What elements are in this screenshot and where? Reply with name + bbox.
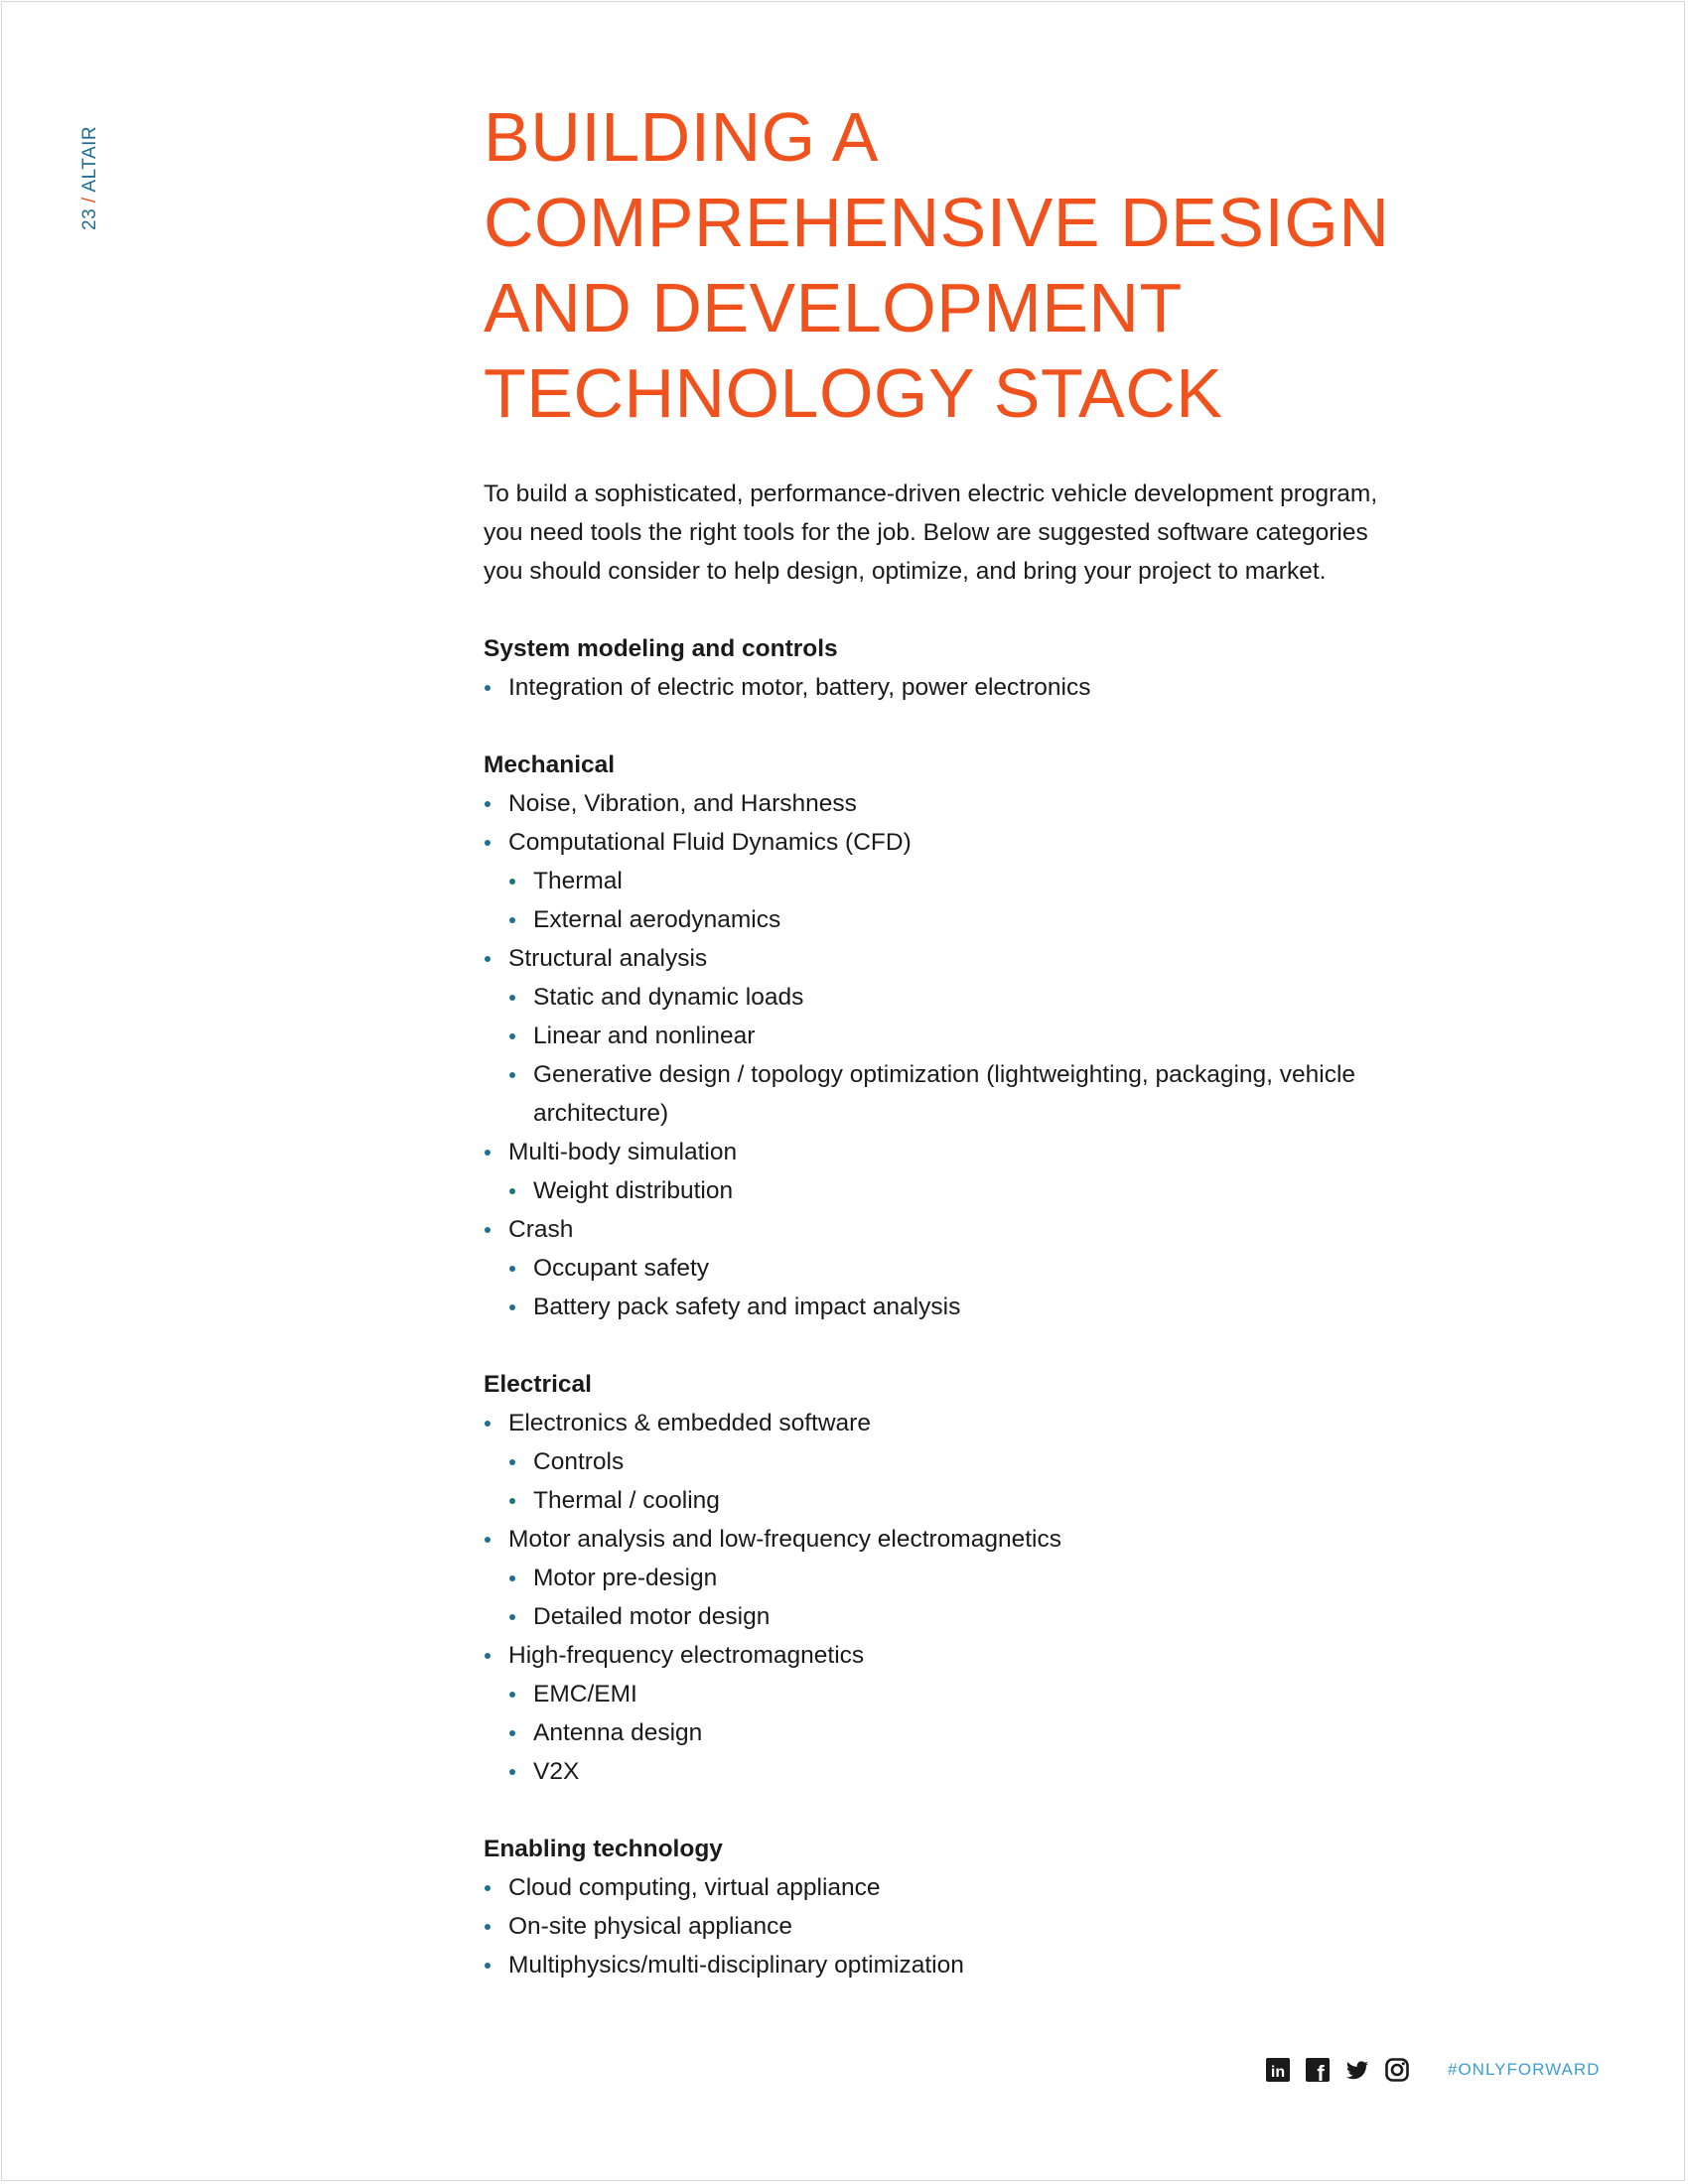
section-electrical (484, 1365, 1556, 1791)
list-item (484, 1520, 1556, 1559)
bullet-icon (485, 1963, 491, 1969)
list-item-text: Battery pack safety and impact analysis (533, 1294, 961, 1320)
list-item-text: Linear and nonlinear (533, 1023, 756, 1049)
list-item (484, 823, 1556, 862)
bullet-icon (485, 1537, 491, 1543)
list-item-text: V2X (533, 1758, 580, 1785)
bullet-icon (485, 1150, 491, 1156)
bullet-icon (509, 1304, 515, 1310)
list-item-text: Noise, Vibration, and Harshness (508, 790, 857, 817)
list-item-text: Crash (508, 1216, 574, 1243)
bullet-icon (509, 917, 515, 923)
sub-list-item (484, 862, 1556, 900)
sub-list-item (484, 1752, 1556, 1791)
bullet-list (484, 784, 1556, 1326)
intro-line: you need tools the right tools for the job. Below are suggested software categories (484, 519, 1368, 546)
bullet-icon (485, 956, 491, 962)
sub-list-item (484, 1017, 1556, 1055)
list-item-text: Static and dynamic loads (533, 984, 804, 1011)
list-item-text: Cloud computing, virtual appliance (508, 1874, 881, 1901)
intro-line: To build a sophisticated, performance-driven electric vehicle development program, (484, 480, 1378, 507)
sub-list-item (484, 1597, 1556, 1636)
sub-list-item (484, 1442, 1556, 1481)
sub-list-item (484, 1675, 1556, 1713)
title-line: AND DEVELOPMENT (484, 269, 1183, 346)
intro-paragraph (484, 475, 1556, 591)
bullet-icon (485, 1421, 491, 1427)
list-item-text: Electronics & embedded software (508, 1410, 871, 1436)
bullet-icon (485, 685, 491, 691)
list-item (484, 668, 1556, 707)
bullet-icon (509, 1730, 515, 1736)
list-item (484, 1210, 1556, 1249)
facebook-label: f (1317, 2061, 1325, 2083)
list-item-text: Thermal / cooling (533, 1487, 720, 1514)
list-item-text: architecture) (533, 1100, 669, 1127)
list-item-text: Controls (533, 1448, 625, 1475)
bullet-icon (485, 801, 491, 807)
list-item-text: High-frequency electromagnetics (508, 1642, 865, 1669)
list-item-text: Detailed motor design (533, 1603, 771, 1630)
section-heading: Mechanical (484, 751, 616, 778)
list-item-text: Generative design / topology optimization (lightweighting, packaging, vehicle (533, 1061, 1356, 1088)
bullet-icon (509, 1769, 515, 1775)
bullet-icon (509, 1692, 515, 1698)
list-item-text: Computational Fluid Dynamics (CFD) (508, 829, 912, 856)
sub-list-item-continuation (484, 1094, 1556, 1133)
list-item-text: External aerodynamics (533, 906, 781, 933)
sub-list-item (484, 1559, 1556, 1597)
section-system-modeling (484, 629, 1556, 707)
title-line: TECHNOLOGY STACK (484, 354, 1223, 432)
page-marker (79, 126, 101, 230)
linkedin-label: in (1270, 2064, 1286, 2081)
section-heading: Enabling technology (484, 1836, 723, 1862)
sub-list-item (484, 1288, 1556, 1326)
bullet-icon (485, 840, 491, 846)
bullet-icon (509, 1188, 515, 1194)
instagram-icon[interactable] (1384, 2057, 1410, 2083)
sub-list-item (484, 1481, 1556, 1520)
list-item (484, 1868, 1556, 1907)
bullet-icon (509, 995, 515, 1001)
bullet-icon (509, 879, 515, 885)
sub-list-item (484, 1055, 1556, 1094)
list-item (484, 1946, 1556, 1984)
list-item-text: Antenna design (533, 1719, 703, 1746)
twitter-icon[interactable] (1344, 2057, 1370, 2083)
bullet-icon (509, 1459, 515, 1465)
bullet-icon (509, 1614, 515, 1620)
section-enabling-technology (484, 1830, 1556, 1984)
list-item (484, 1404, 1556, 1442)
bullet-list (484, 668, 1556, 707)
bullet-icon (509, 1498, 515, 1504)
linkedin-icon[interactable] (1265, 2057, 1291, 2083)
list-item-text: Motor analysis and low-frequency electromagnetics (508, 1526, 1061, 1553)
list-item-text: EMC/EMI (533, 1681, 637, 1707)
list-item-text: Multiphysics/multi-disciplinary optimization (508, 1952, 964, 1979)
sub-list-item (484, 978, 1556, 1017)
sub-list-item (484, 1171, 1556, 1210)
bullet-icon (485, 1885, 491, 1891)
sub-list-item (484, 900, 1556, 939)
bullet-icon (509, 1072, 515, 1078)
list-item (484, 1636, 1556, 1675)
bullet-icon (509, 1266, 515, 1272)
sub-list-item (484, 1249, 1556, 1288)
main-content (484, 475, 1556, 1984)
list-item-text: Integration of electric motor, battery, power electronics (508, 674, 1091, 701)
section-mechanical (484, 746, 1556, 1326)
bullet-icon (509, 1575, 515, 1581)
bullet-icon (509, 1033, 515, 1039)
sub-list-item (484, 1713, 1556, 1752)
list-item-text: Thermal (533, 868, 623, 894)
bullet-icon (485, 1924, 491, 1930)
bullet-list (484, 1868, 1556, 1984)
list-item (484, 1133, 1556, 1171)
footer-social-bar (1265, 2055, 1600, 2085)
page-title (484, 94, 1576, 436)
intro-line: you should consider to help design, optimize, and bring your project to market. (484, 558, 1327, 585)
list-item-text: Weight distribution (533, 1177, 734, 1204)
list-item-text: Structural analysis (508, 945, 708, 972)
section-heading: Electrical (484, 1371, 592, 1398)
title-line: COMPREHENSIVE DESIGN (484, 184, 1390, 261)
page-marker-separator: / (79, 197, 100, 204)
list-item (484, 939, 1556, 978)
brand-label: ALTAIR (79, 125, 100, 193)
list-item (484, 784, 1556, 823)
list-item (484, 1907, 1556, 1946)
bullet-list (484, 1404, 1556, 1791)
facebook-icon[interactable] (1305, 2057, 1331, 2083)
hashtag-link[interactable]: #ONLYFORWARD (1448, 2060, 1601, 2079)
section-heading: System modeling and controls (484, 635, 838, 662)
page-number: 23 (79, 207, 100, 230)
list-item-text: Occupant safety (533, 1255, 710, 1282)
list-item-text: Multi-body simulation (508, 1139, 738, 1165)
list-item-text: On-site physical appliance (508, 1913, 792, 1940)
list-item-text: Motor pre-design (533, 1565, 718, 1591)
title-line: BUILDING A (484, 98, 879, 176)
bullet-icon (485, 1227, 491, 1233)
bullet-icon (485, 1653, 491, 1659)
